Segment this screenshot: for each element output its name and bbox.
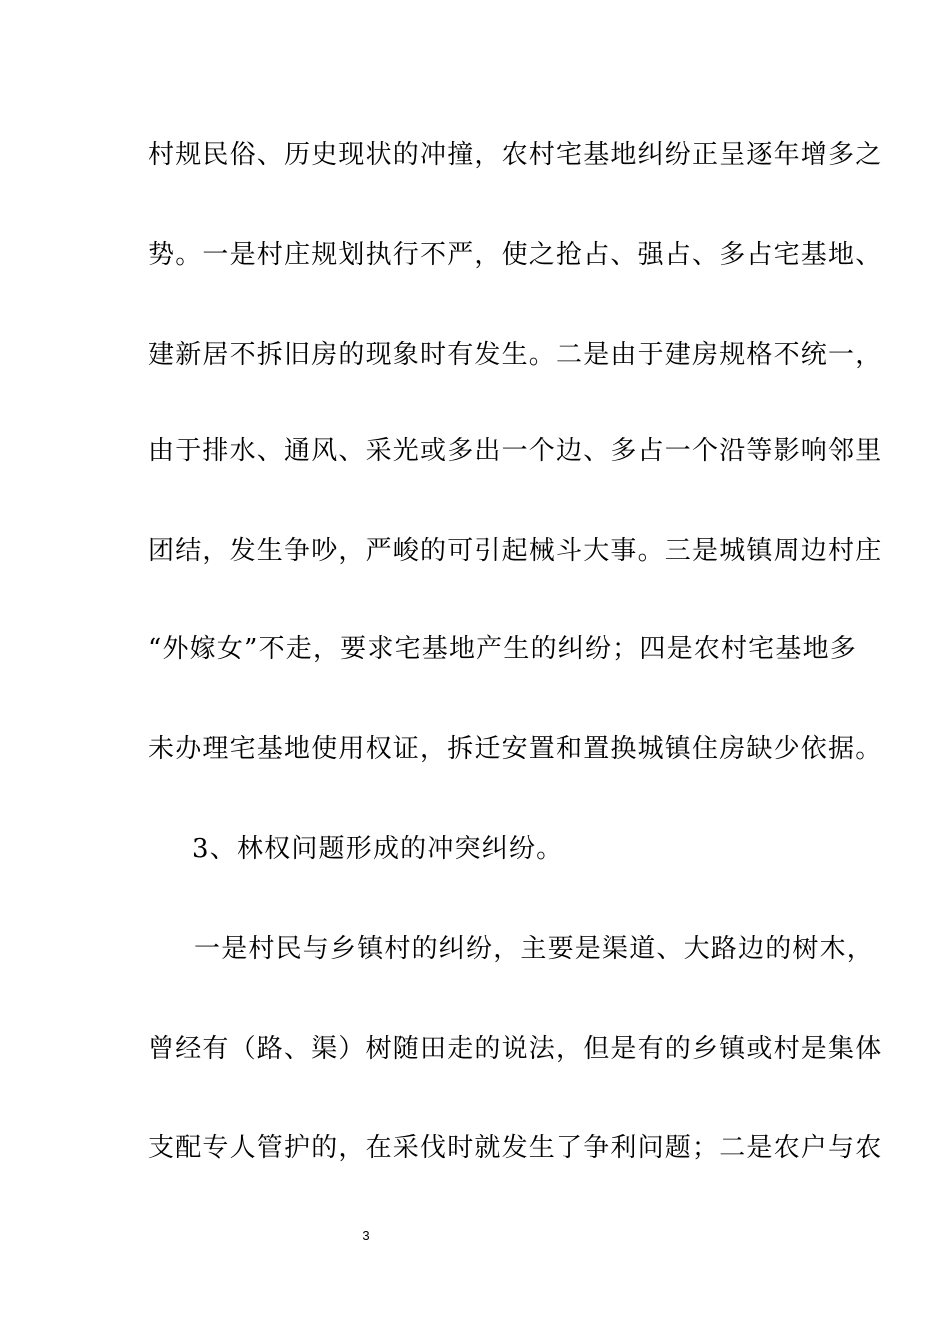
text-line-2: 势。一是村庄规划执行不严，使之抢占、强占、多占宅基地、	[148, 240, 883, 270]
text-line-9: 一是村民与乡镇村的纠纷，主要是渠道、大路边的树木，	[194, 934, 875, 964]
text-line-7: 未办理宅基地使用权证，拆迁安置和置换城镇住房缺少依据。	[148, 734, 883, 764]
text-line-4: 由于排水、通风、采光或多出一个边、多占一个沿等影响邻里	[148, 436, 883, 466]
text-line-3: 建新居不拆旧房的现象时有发生。二是由于建房规格不统一，	[148, 340, 883, 370]
section-heading: 3、林权问题形成的冲突纠纷。	[192, 834, 564, 864]
text-line-11: 支配专人管护的，在采伐时就发生了争利问题；二是农户与农	[148, 1133, 883, 1163]
text-line-10: 曾经有（路、渠）树随田走的说法，但是有的乡镇或村是集体	[148, 1034, 883, 1064]
text-line-1: 村规民俗、历史现状的冲撞，农村宅基地纠纷正呈逐年增多之	[148, 140, 883, 170]
text-line-6: “外嫁女”不走，要求宅基地产生的纠纷；四是农村宅基地多	[148, 634, 857, 664]
page-number: 3	[362, 1228, 370, 1243]
text-line-5: 团结，发生争吵，严峻的可引起械斗大事。三是城镇周边村庄	[148, 536, 883, 566]
